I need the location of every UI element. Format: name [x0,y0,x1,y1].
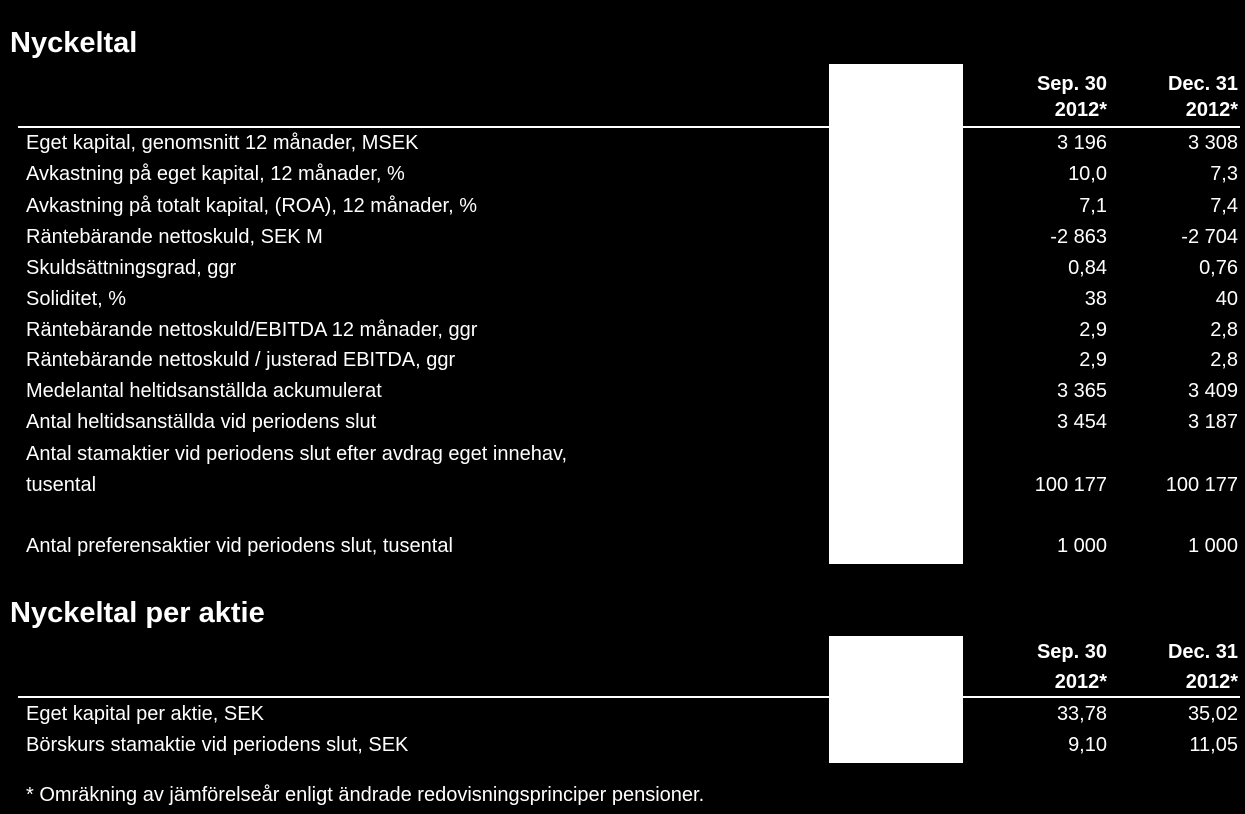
value-dec31: 0,76 [1199,257,1238,279]
value-sep30: 33,78 [1056,703,1107,725]
header-dec31-line1: Dec. 31 [1167,641,1238,663]
table-row [0,283,1245,315]
table-row-multiline-label [0,438,1245,470]
row-label: Soliditet, % [26,288,127,310]
header-dec31-line1: Dec. 31 [1167,73,1238,95]
row-label: Avkastning på eget kapital, 12 månader, % [26,163,405,185]
header-sep30-line1: Sep. 30 [1036,641,1107,663]
table-row [0,344,1245,376]
table-row [0,698,1245,730]
row-label: Räntebärande nettoskuld / justerad EBITDA, ggr [26,349,456,371]
section-title-nyckeltal-per-aktie: Nyckeltal per aktie [10,597,265,629]
table-row [0,252,1245,284]
value-sep30: 3 196 [1056,132,1107,154]
table-row [0,127,1245,159]
value-dec31: 3 187 [1187,411,1238,433]
value-sep30: 3 365 [1056,380,1107,402]
table-row [0,158,1245,190]
header-sep30-line2: 2012* [1054,99,1107,121]
value-dec31: 1 000 [1187,535,1238,557]
value-sep30: 2,9 [1079,319,1107,341]
value-sep30: 9,10 [1068,734,1107,756]
section-title-nyckeltal: Nyckeltal [10,27,138,59]
value-dec31: 3 308 [1187,132,1238,154]
value-dec31: 2,8 [1210,319,1238,341]
header-dec31-line2: 2012* [1185,671,1238,693]
value-dec31: 2,8 [1210,349,1238,371]
table-row [0,221,1245,253]
value-sep30: 7,1 [1079,195,1107,217]
row-label: Eget kapital per aktie, SEK [26,703,264,725]
value-sep30: 1 000 [1056,535,1107,557]
value-sep30: 100 177 [1034,474,1107,496]
value-dec31: 11,05 [1189,734,1238,756]
value-dec31: -2 704 [1181,226,1238,248]
value-dec31: 35,02 [1187,703,1238,725]
row-label: Räntebärande nettoskuld/EBITDA 12 månader, ggr [26,319,478,341]
row-label-line2: tusental [26,474,97,496]
value-sep30: 38 [1084,288,1107,310]
value-sep30: 3 454 [1056,411,1107,433]
row-label: Börskurs stamaktie vid periodens slut, SEK [26,734,409,756]
row-label: Eget kapital, genomsnitt 12 månader, MSEK [26,132,419,154]
row-label: Räntebärande nettoskuld, SEK M [26,226,323,248]
value-sep30: -2 863 [1050,226,1107,248]
value-dec31: 7,4 [1210,195,1238,217]
row-label-line1: Antal stamaktier vid periodens slut efter avdrag eget innehav, [26,443,568,465]
footnote: * Omräkning av jämförelseår enligt ändrade redovisningsprinciper pensioner. [26,784,705,806]
table-row [0,729,1245,761]
value-sep30: 0,84 [1068,257,1107,279]
table-row [0,314,1245,346]
value-dec31: 7,3 [1210,163,1238,185]
row-label: Avkastning på totalt kapital, (ROA), 12 månader, % [26,195,477,217]
value-dec31: 3 409 [1187,380,1238,402]
value-dec31: 100 177 [1165,474,1238,496]
table-row [0,375,1245,407]
header-dec31-line2: 2012* [1185,99,1238,121]
header-sep30-line1: Sep. 30 [1036,73,1107,95]
table-row [0,469,1245,501]
row-label: Medelantal heltidsanställda ackumulerat [26,380,382,402]
header-sep30-line2: 2012* [1054,671,1107,693]
value-sep30: 2,9 [1079,349,1107,371]
table-row [0,190,1245,222]
row-label: Antal heltidsanställda vid periodens slut [26,411,377,433]
value-sep30: 10,0 [1068,163,1107,185]
value-dec31: 40 [1215,288,1238,310]
row-label: Antal preferensaktier vid periodens slut, tusental [26,535,453,557]
row-label: Skuldsättningsgrad, ggr [26,257,237,279]
table-row [0,406,1245,438]
table-row [0,530,1245,562]
